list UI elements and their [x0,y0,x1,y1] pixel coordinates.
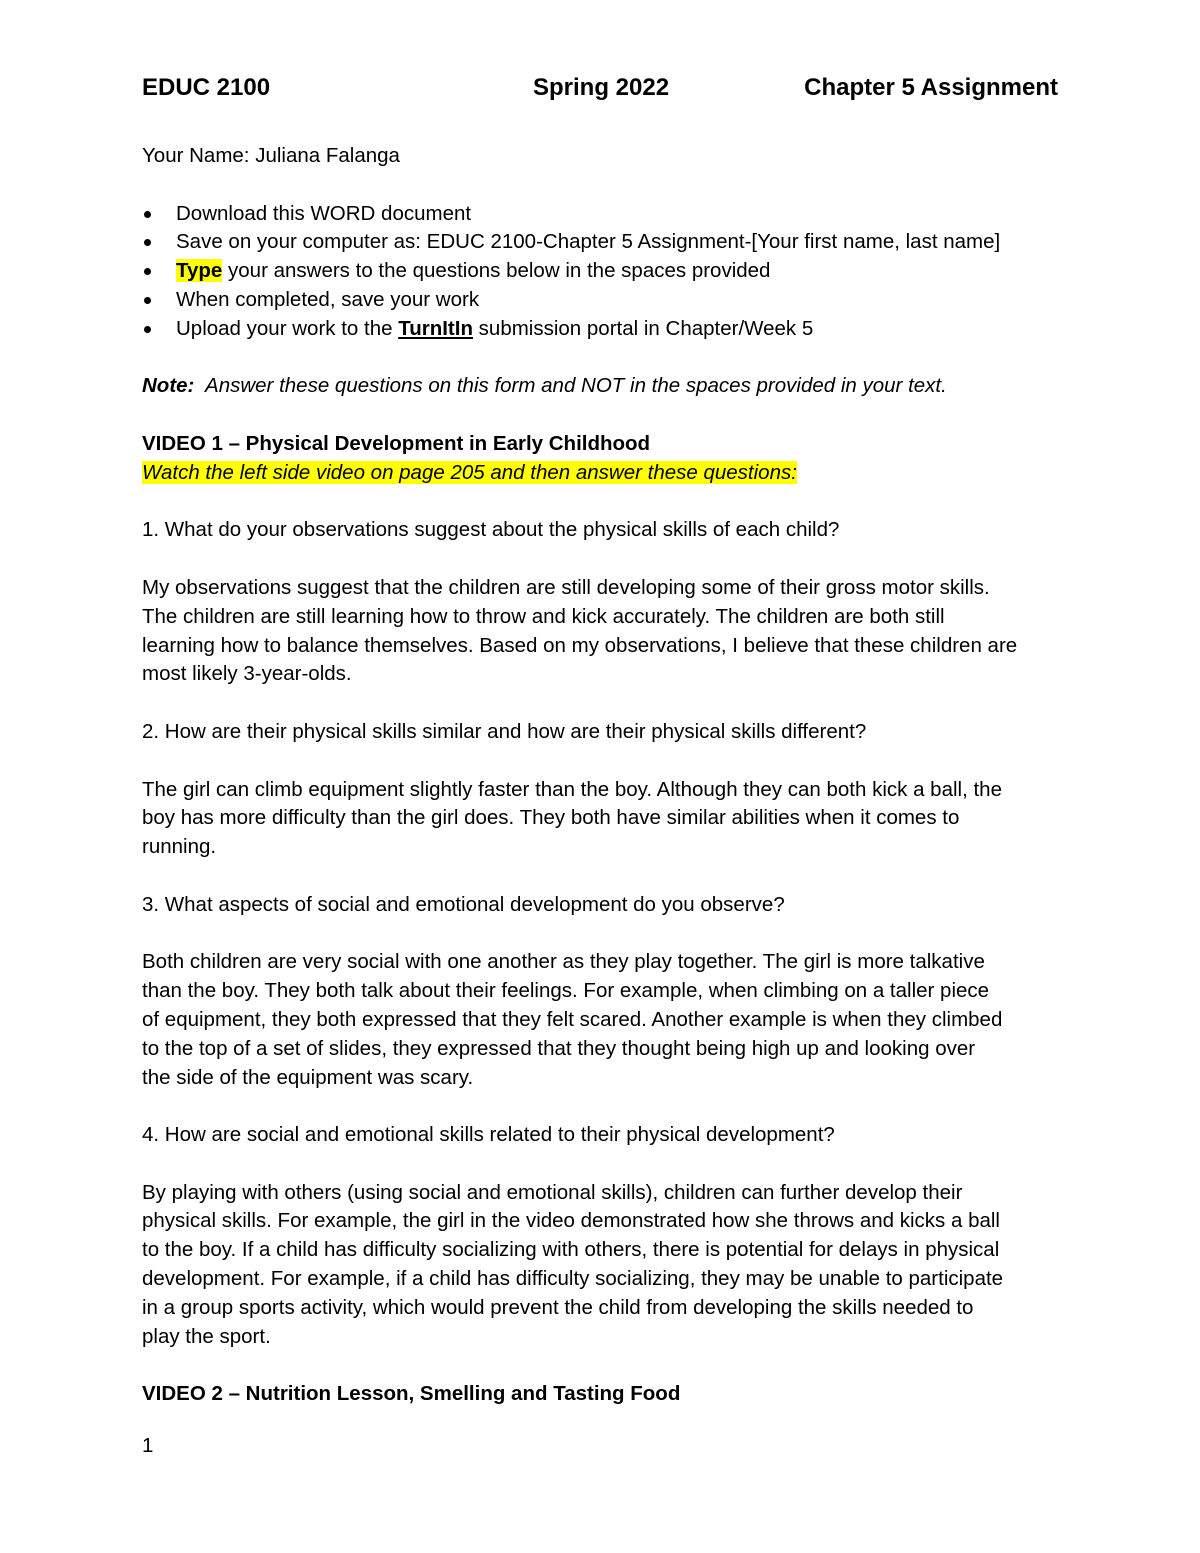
question-2: 2. How are their physical skills similar and how are their physical skills different? [142,719,867,743]
note-label: Note: [142,374,195,398]
instruction-item: Download this WORD document [142,200,1062,229]
note [142,372,1062,401]
question-3: 3. What aspects of social and emotional development do you observe? [142,892,785,916]
instructions-list [142,200,1062,344]
instruction-item: When completed, save your work [142,286,1062,315]
video1-instruction: Watch the left side video on page 205 and then answer these questions: [142,460,797,484]
answer-2: The girl can climb equipment slightly faster than the boy. Although they can both kick a ball, the boy has more difficulty than the girl does. They both have similar abilities when it comes to running. [142,777,1002,859]
name-line: Your Name: Juliana Falanga [142,144,400,167]
document-header [142,74,1058,106]
page-number: 1 [142,1434,154,1457]
instruction-item: Type your answers to the questions below in the spaces provided [142,257,1062,286]
course-code: EDUC 2100 [142,74,271,101]
instruction-item: Save on your computer as: EDUC 2100-Chapter 5 Assignment-[Your first name, last name] [142,228,1062,257]
document-body [142,142,1062,1409]
question-1: 1. What do your observations suggest about the physical skills of each child? [142,518,840,542]
question-4: 4. How are social and emotional skills related to their physical development? [142,1123,835,1147]
answer-4: By playing with others (using social and emotional skills), children can further develop their physical skills. For example, the girl in the video demonstrated how she throws and kicks a ball to the boy. If a child has difficulty socializing with others, there is potential for delays in physical development. For example, if a child has difficulty socializing, they may be unable to participate in a group sports activity, which would prevent the child from developing the skills needed to play the sport. [142,1180,1004,1348]
video1-title: VIDEO 1 – Physical Development in Early Childhood [142,431,651,455]
answer-1: My observations suggest that the children are still developing some of their gross motor skills. The children are still learning how to throw and kick accurately. The children are both still learning how to balance themselves. Based on my observations, I believe that these children are most likely 3-year-olds. [142,575,1018,686]
instruction-item: Upload your work to the TurnItIn submission portal in Chapter/Week 5 [142,315,1062,344]
highlighted-word: Type [176,259,223,283]
answer-3: Both children are very social with one another as they play together. The girl is more talkative than the boy. They both talk about their feelings. For example, when climbing on a taller piece of equipment, they both expressed that they felt scared. Another example is when they climbed to the top of a set of slides, they expressed that they thought being high up and looking over the side of the equipment was scary. [142,950,1003,1089]
term: Spring 2022 [533,74,670,101]
video2-title: VIDEO 2 – Nutrition Lesson, Smelling and Tasting Food [142,1382,681,1406]
note-text: Answer these questions on this form and NOT in the spaces provided in your text. [194,374,947,398]
assignment-title: Chapter 5 Assignment [804,74,1058,101]
turnitin-link[interactable]: TurnItIn [398,316,473,340]
